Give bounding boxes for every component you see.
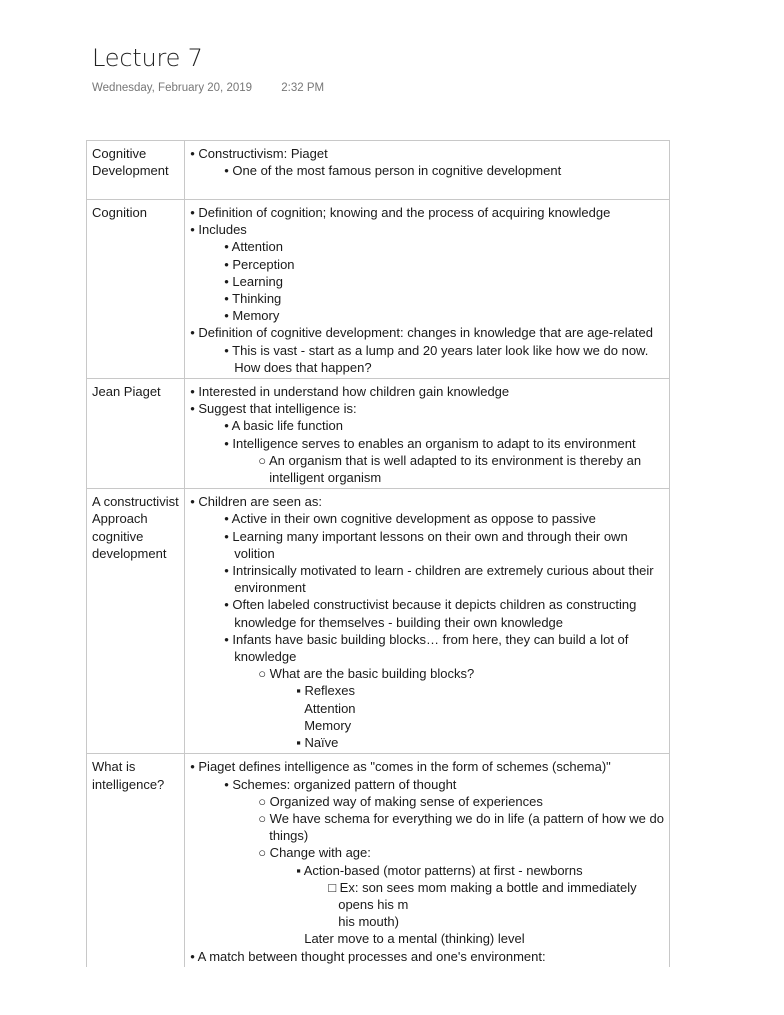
note-line: Attention bbox=[304, 700, 356, 716]
note-line: volition bbox=[234, 545, 275, 561]
row-notes bbox=[185, 200, 670, 379]
note-line: • Intelligence serves to enables an organism to adapt to its environment bbox=[224, 435, 636, 451]
notes-table bbox=[86, 140, 670, 967]
note-line: ○ What are the basic building blocks? bbox=[258, 666, 475, 682]
note-line: environment bbox=[234, 580, 306, 596]
row-label-line: A constructivist bbox=[92, 494, 179, 510]
note-line: • Learning many important lessons on their own and through their own bbox=[224, 528, 628, 544]
note-line: ○ An organism that is well adapted to its environment is thereby an bbox=[258, 452, 642, 468]
note-line: • Learning bbox=[224, 273, 283, 289]
note-line: ○ We have schema for everything we do in life (a pattern of how we do bbox=[258, 810, 664, 826]
note-line: • Active in their own cognitive development as oppose to passive bbox=[224, 511, 596, 527]
note-line: • Children are seen as: bbox=[190, 494, 322, 510]
row-label-line: Cognitive bbox=[92, 146, 147, 161]
note-line: ▪ Naïve bbox=[296, 735, 339, 751]
note-line: • Includes bbox=[190, 222, 247, 238]
table-row bbox=[87, 489, 670, 754]
note-line: • This is vast - start as a lump and 20 years later look like how we do now. bbox=[224, 342, 649, 358]
note-line: • Infants have basic building blocks… from here, they can build a lot of bbox=[224, 631, 629, 647]
note-line: knowledge bbox=[234, 649, 297, 665]
row-label-line: cognitive bbox=[92, 528, 144, 544]
note-line: knowledge for themselves - building their own knowledge bbox=[234, 614, 564, 630]
page-time: 2:32 PM bbox=[281, 82, 325, 94]
row-label-line: Cognition bbox=[92, 205, 147, 220]
note-line: ▪ Reflexes bbox=[296, 683, 356, 699]
note-line: • A match between thought processes and one's environment: bbox=[190, 948, 546, 964]
note-line: • Suggest that intelligence is: bbox=[190, 401, 357, 417]
note-line: • Definition of cognition; knowing and the process of acquiring knowledge bbox=[190, 205, 611, 220]
note-line: • One of the most famous person in cognitive development bbox=[224, 163, 562, 179]
note-line: • A basic life function bbox=[224, 418, 343, 434]
note-line: • Often labeled constructivist because it depicts children as constructing bbox=[224, 597, 637, 613]
row-notes bbox=[185, 379, 670, 489]
row-label-line: Development bbox=[92, 163, 169, 179]
note-line: his mouth) bbox=[338, 914, 399, 930]
note-line: ○ Organized way of making sense of experiences bbox=[258, 793, 543, 809]
note-line: • Constructivism: Piaget bbox=[190, 146, 328, 161]
table-row bbox=[87, 754, 670, 967]
page-title: Lecture 7 bbox=[92, 44, 203, 72]
page-date: Wednesday, February 20, 2019 bbox=[92, 82, 253, 94]
row-label-line: What is bbox=[92, 759, 136, 775]
note-line: • Intrinsically motivated to learn - children are extremely curious about their bbox=[224, 563, 654, 579]
row-notes bbox=[185, 489, 670, 754]
note-line: • Perception bbox=[224, 256, 295, 272]
note-line: opens his m bbox=[338, 896, 409, 912]
note-line: • Piaget defines intelligence as "comes in the form of schemes (schema)" bbox=[190, 759, 611, 775]
note-line: intelligent organism bbox=[269, 470, 382, 486]
note-line: ▪ Action-based (motor patterns) at first - newborns bbox=[296, 862, 583, 878]
note-line: • Schemes: organized pattern of thought bbox=[224, 776, 457, 792]
table-row bbox=[87, 200, 670, 379]
page-metadata bbox=[92, 82, 324, 94]
note-line: How does that happen? bbox=[234, 359, 372, 375]
row-label bbox=[87, 754, 185, 967]
table-row bbox=[87, 141, 670, 200]
note-line: • Definition of cognitive development: changes in knowledge that are age-related bbox=[190, 325, 653, 341]
note-line: ○ Change with age: bbox=[258, 845, 371, 861]
row-label-line: Approach bbox=[92, 511, 148, 527]
note-line: Later move to a mental (thinking) level bbox=[304, 931, 525, 947]
table-row bbox=[87, 379, 670, 489]
row-label bbox=[87, 141, 185, 200]
row-label-line: intelligence? bbox=[92, 776, 165, 792]
note-line: things) bbox=[269, 828, 309, 844]
note-line: • Thinking bbox=[224, 291, 282, 307]
row-label bbox=[87, 200, 185, 379]
note-line: • Attention bbox=[224, 239, 283, 255]
row-notes bbox=[185, 141, 670, 200]
row-label-line: Jean Piaget bbox=[92, 384, 161, 400]
row-label bbox=[87, 489, 185, 754]
note-line: • Interested in understand how children gain knowledge bbox=[190, 384, 510, 400]
row-label bbox=[87, 379, 185, 489]
row-label-line: development bbox=[92, 545, 167, 561]
note-line: • Memory bbox=[224, 308, 280, 324]
note-line: □ Ex: son sees mom making a bottle and immediately bbox=[328, 879, 637, 895]
row-notes bbox=[185, 754, 670, 967]
note-line: Memory bbox=[304, 717, 352, 733]
